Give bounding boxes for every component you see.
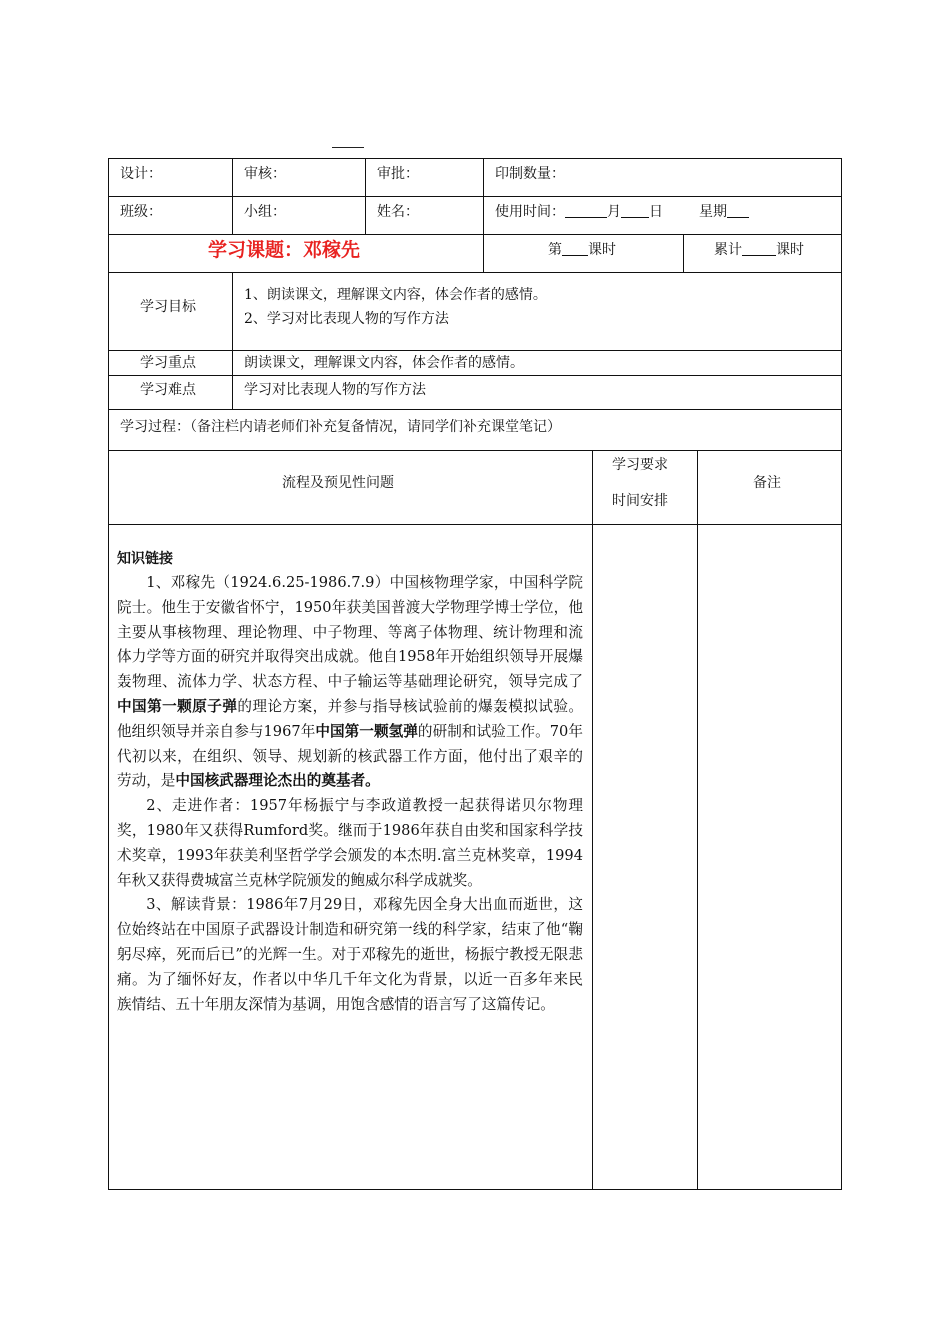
paragraph-2: 2、走进作者：1957年杨振宁与李政道教授一起获得诺贝尔物理奖，1980年又获得Rumford奖。继而于1986年获自由奖和国家科学技术奖章，1993年获美利坚哲学学会颁发的本杰明.富兰克林奖章，1994年秋又获得费城富兰克林学院颁发的鲍威尔科学成就奖。 — [117, 797, 583, 889]
day-blank — [621, 203, 649, 218]
use-time-field — [495, 202, 749, 222]
key-points-text: 朗读课文，理解课文内容，体会作者的感情。 — [244, 355, 524, 371]
goal-item: 2、学习对比表现人物的写作方法 — [244, 311, 449, 327]
difficulties-text: 学习对比表现人物的写作方法 — [244, 382, 426, 398]
day-label: 日 — [649, 204, 663, 220]
goal-item: 1、朗读课文，理解课文内容，体会作者的感情。 — [244, 287, 547, 303]
class-label: 班级： — [120, 204, 162, 220]
review-label: 审核： — [244, 166, 286, 182]
time-arrangement-header: 时间安排 — [612, 493, 668, 509]
difficulties-label: 学习难点 — [140, 382, 196, 398]
period-prefix: 第 — [548, 242, 562, 258]
weekday-label: 星期 — [699, 204, 727, 220]
design-label: 设计： — [120, 166, 162, 182]
cumulative-field — [714, 240, 804, 260]
notes-column-header: 备注 — [753, 475, 781, 491]
key-points-label: 学习重点 — [140, 355, 196, 371]
month-blank — [565, 203, 607, 218]
period-field — [548, 240, 616, 260]
use-time-label: 使用时间： — [495, 204, 565, 220]
content-heading: 知识链接 — [117, 551, 173, 567]
weekday-blank — [727, 203, 749, 218]
period-blank — [562, 241, 588, 256]
name-label: 姓名： — [377, 204, 419, 220]
paragraph-3: 3、解读背景：1986年7月29日，邓稼先因全身大出血而逝世，这位始终站在中国原子武器设计制造和研究第一线的科学家，结束了他“鞠躬尽瘁，死而后已”的光辉一生。对于邓稼先的逝世，杨振宁教授无限悲痛。为了缅怀好友，作者以中华几千年文化为背景，以近一百多年来民族情结、五十年朋友深情为基调，用饱含感情的语言写了这篇传记。 — [117, 896, 583, 1013]
group-label: 小组： — [244, 204, 286, 220]
requirements-header: 学习要求 — [612, 457, 668, 473]
p1-bold-atomic-bomb: 中国第一颗原子弹 — [117, 697, 238, 715]
p1-bold-hydrogen-bomb: 中国第一颗氢弹 — [315, 722, 418, 740]
lesson-title: 学习课题：邓稼先 — [208, 239, 361, 261]
goals-label: 学习目标 — [140, 299, 196, 315]
print-count-label: 印制数量： — [495, 166, 565, 182]
paragraph-1 — [117, 571, 583, 794]
flow-column-header: 流程及预见性问题 — [282, 475, 394, 491]
cumulative-blank — [742, 241, 776, 256]
top-rule — [332, 147, 364, 148]
process-text: 学习过程：（备注栏内请老师们补充复备情况，请同学们补充课堂笔记） — [120, 419, 561, 435]
p1-bold-founder: 中国核武器理论杰出的奠基者。 — [175, 772, 380, 790]
p1-text-c: 的理论方案，并参与指导核试验前的爆轰模拟试验。他组织领导并亲自参与1967年 — [117, 697, 583, 740]
cumulative-suffix: 课时 — [776, 242, 804, 258]
content-body — [117, 571, 583, 1017]
period-suffix: 课时 — [588, 242, 616, 258]
p1-text-a: 1、邓稼先（1924.6.25-1986.7.9）中国核物理学家，中国科学院院士。他生于安徽省怀宁，1950年获美国普渡大学物理学博士学位，他主要从事核物理、理论物理、中子物理、等离子体物理、统计物理和流体力学等方面的研究并取得突出成就。他自1958年开始组织领导开展爆轰物理、流体力学、状态方程、中子输运等基础理论研究，领导完成了 — [117, 574, 583, 691]
month-label: 月 — [607, 204, 621, 220]
approve-label: 审批： — [377, 166, 419, 182]
cumulative-prefix: 累计 — [714, 242, 742, 258]
p1-text-e: 的研制和试验工作。70年代初以来，在组织、领导、规划新的核武器工作方面，他付出了艰辛的劳动，是 — [117, 722, 583, 790]
